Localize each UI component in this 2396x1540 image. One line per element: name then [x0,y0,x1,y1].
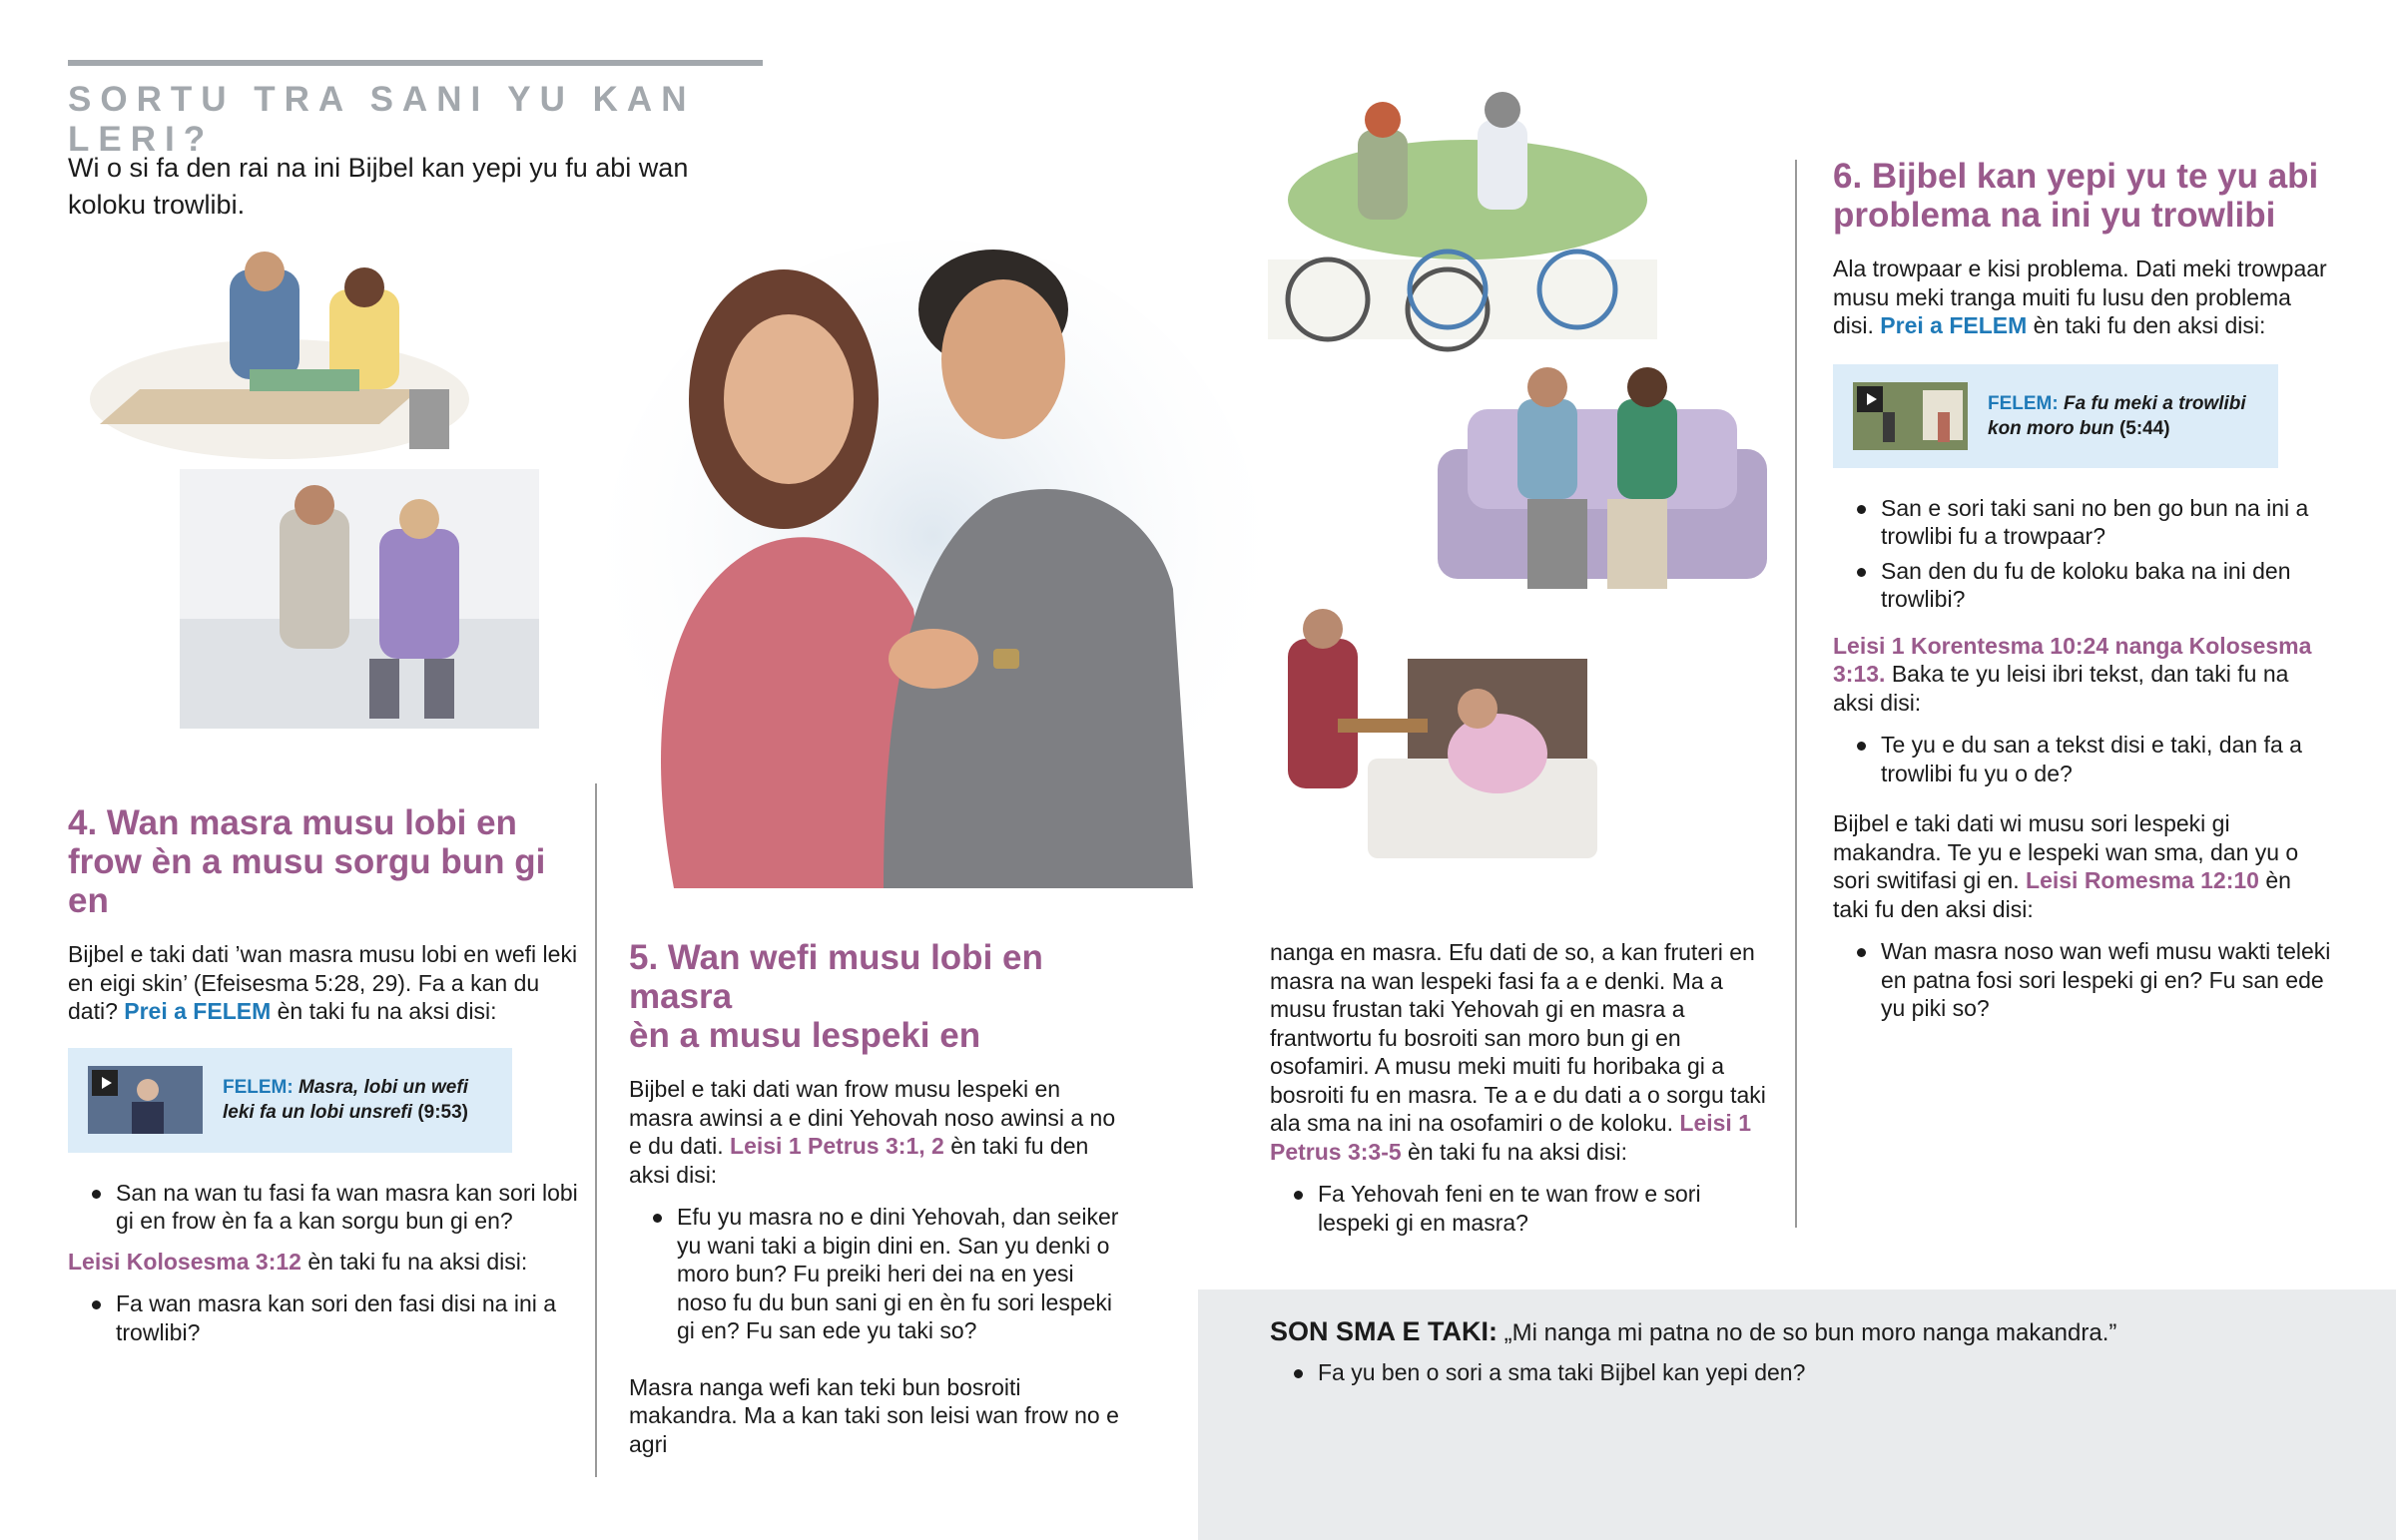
section-6-video-thumbnail[interactable] [1853,382,1968,450]
section-5-body [629,1075,1128,1189]
section-5-continued-questions [1270,1180,1769,1237]
section-6-scripture-ref-2[interactable]: Leisi Romesma 12:10 [2026,867,2259,893]
section-6-question-1: San e sori taki sani no ben go bun na ini a trowlibi fu a trowpaar? [1833,494,2332,551]
cycling-couple-illustration [1268,90,1657,359]
section-6-body-2-text: Bijbel e taki dati wi musu sori lespeki gi makandra. Te yu e lespeki wan sma, dan yu o sori switifasi gi en. [1833,810,2299,893]
top-rule [68,60,763,66]
section-4-title-line-2: frow èn a musu sorgu bun gi en [68,842,546,920]
section-5-continued-body-text: nanga en masra. Efu dati de so, a kan fruteri en masra na wan lespeki fasi fa a e denki. Ma a musu frustan taki Yehovah gi en masra a frantwortu fu bosroiti san moro bun gi en osofamiri. A musu meki muiti fu horibaka gi a bosroiti fu en masra. Te a e du dati a o sorgu taki ala sma na ini na osofamiri o de koloku. [1270,939,1766,1136]
section-4-questions-2 [68,1289,587,1346]
section-6-play-video-link[interactable]: Prei a FELEM [1880,312,2028,338]
section-5-body-2: Masra nanga wefi kan teki bun bosroiti makandra. Ma a kan taki son leisi wan frow no e agri [629,1373,1119,1457]
section-5-scripture-ref[interactable]: Leisi 1 Petrus 3:1, 2 [730,1133,944,1159]
section-5-continued-scripture-ref[interactable]: Leisi 1 Petrus 3:3-5 [1270,1110,1751,1165]
section-6-questions [1833,494,2332,614]
section-5-title-line-2: èn a musu lespeki en [629,1016,981,1055]
section-5-body-tail: èn taki fu den aksi disi: [629,1133,1089,1188]
section-4-video-title: Masra, lobi un wefi leki fa un lobi unsrefi [223,1077,468,1123]
section-5-question-1: Efu yu masra no e dini Yehovah, dan seiker yu wani taki a bigin dini en. San yu denki o moro bun? Fu preiki heri dei na en yesi noso fu du bun sani gi en èn fu sori lespeki gi en? Fu san ede yu taki so? [629,1203,1128,1345]
section-6-title-line-1: 6. Bijbel kan yepi yu te yu abi [1833,157,2319,196]
couple-holding-hands-illustration [554,170,1273,888]
section-4-video-caption [223,1075,497,1125]
section-5 [629,938,1128,1458]
section-6-questions-2 [1833,731,2332,787]
section-6-read-line [1833,632,2332,718]
section-6-title [1833,157,2332,235]
intro-text: Wi o si fa den rai na ini Bijbel kan yepi yu fu abi wan koloku trowlibi. [68,153,689,220]
couple-studying-illustration [80,250,479,459]
section-5-body-text: Bijbel e taki dati wan frow musu lespeki en masra awinsi a e dini Yehovah noso awinsi a no e du dati. [629,1076,1116,1159]
section-4-scripture-ref[interactable]: Leisi Kolosesma 3:12 [68,1248,301,1275]
section-6-title-line-2: problema na ini yu trowlibi [1833,196,2276,235]
section-5-questions [629,1203,1128,1345]
section-4 [68,803,587,1346]
section-6-body-2 [1833,809,2332,923]
section-6-video-caption [1988,391,2262,441]
play-icon[interactable] [1857,386,1883,412]
section-6-video-label: FELEM: [1988,392,2059,414]
summary-questions [1270,1358,2348,1387]
section-4-question-1: San na wan tu fasi fa wan masra kan sori lobi gi en frow èn fa a kan sorgu bun gi en? [68,1179,587,1236]
section-4-video-thumbnail[interactable] [88,1066,203,1134]
section-6-question-4: Wan masra noso wan wefi musu wakti teleki en patna fosi sori lespeki gi en? Fu san ede yu piki so? [1833,937,2332,1023]
section-5-title-line-1: 5. Wan wefi musu lobi en masra [629,938,1043,1016]
kitchen-couple-illustration [180,469,539,729]
section-6-video-title: Fa fu meki a trowlibi kon moro bun [1988,392,2246,439]
summary-quote-line [1270,1317,2348,1348]
section-5-continued-question-1: Fa Yehovah feni en te wan frow e sori lespeki gi en masra? [1270,1180,1769,1237]
summary-question-1: Fa yu ben o sori a sma taki Bijbel kan yepi den? [1270,1358,2348,1387]
summary-content [1270,1317,2348,1386]
section-4-body [68,940,587,1026]
section-4-read-tail: èn taki fu na aksi disi: [300,1248,528,1275]
section-4-body-tail: èn taki fu na aksi disi: [271,998,497,1024]
section-4-body-text: Bijbel e taki dati ’wan masra musu lobi en wefi leki en eigi skin’ (Efeisesma 5:28, 29). Fa a kan du dati? [68,941,578,1024]
section-4-question-2: Fa wan masra kan sori den fasi disi na ini a trowlibi? [68,1289,587,1346]
section-6-body-tail: èn taki fu den aksi disi: [2027,312,2266,338]
play-icon[interactable] [92,1070,118,1096]
section-4-video-card[interactable] [68,1048,512,1153]
section-4-play-video-link[interactable]: Prei a FELEM [124,998,272,1024]
section-6 [1833,157,2332,1023]
caring-for-sick-wife-illustration [1268,569,1607,878]
section-4-questions [68,1179,587,1236]
column-divider-1 [595,783,597,1477]
section-5-continued [1270,938,1769,1237]
section-6-body [1833,255,2332,340]
section-5-continued-body [1270,938,1769,1166]
section-6-video-duration: (5:44) [2118,417,2170,439]
section-6-question-3: Te yu e du san a tekst disi e taki, dan fa a trowlibi fu yu o de? [1833,731,2332,787]
section-4-video-label: FELEM: [223,1077,294,1098]
section-6-body-2-tail: èn taki fu den aksi disi: [1833,867,2291,922]
section-4-title-line-1: 4. Wan masra musu lobi en [68,803,517,842]
section-4-title [68,803,587,920]
section-6-scripture-ref[interactable]: Leisi 1 Korentesma 10:24 nanga Kolosesma 3:13. [1833,632,2312,687]
section-6-question-2: San den du fu de koloku baka na ini den trowlibi? [1833,557,2332,614]
section-5-continued-body-tail: èn taki fu na aksi disi: [1401,1138,1627,1165]
summary-label: SON SMA E TAKI: [1270,1316,1498,1346]
column-divider-2 [1795,160,1797,1228]
section-6-read-tail: Baka te yu leisi ibri tekst, dan taki fu na aksi disi: [1833,661,2289,716]
section-6-questions-3 [1833,937,2332,1023]
section-4-read-line [68,1248,587,1277]
section-6-video-card[interactable] [1833,364,2278,468]
section-4-video-duration: (9:53) [417,1102,468,1123]
section-6-body-text: Ala trowpaar e kisi problema. Dati meki trowpaar musu meki tranga muiti fu lusu den problema disi. [1833,256,2327,338]
summary-quote: „Mi nanga mi patna no de so bun moro nanga makandra.” [1498,1319,2117,1346]
section-5-title [629,938,1128,1055]
section-heading: SORTU TRA SANI YU KAN LERI? [68,80,696,159]
